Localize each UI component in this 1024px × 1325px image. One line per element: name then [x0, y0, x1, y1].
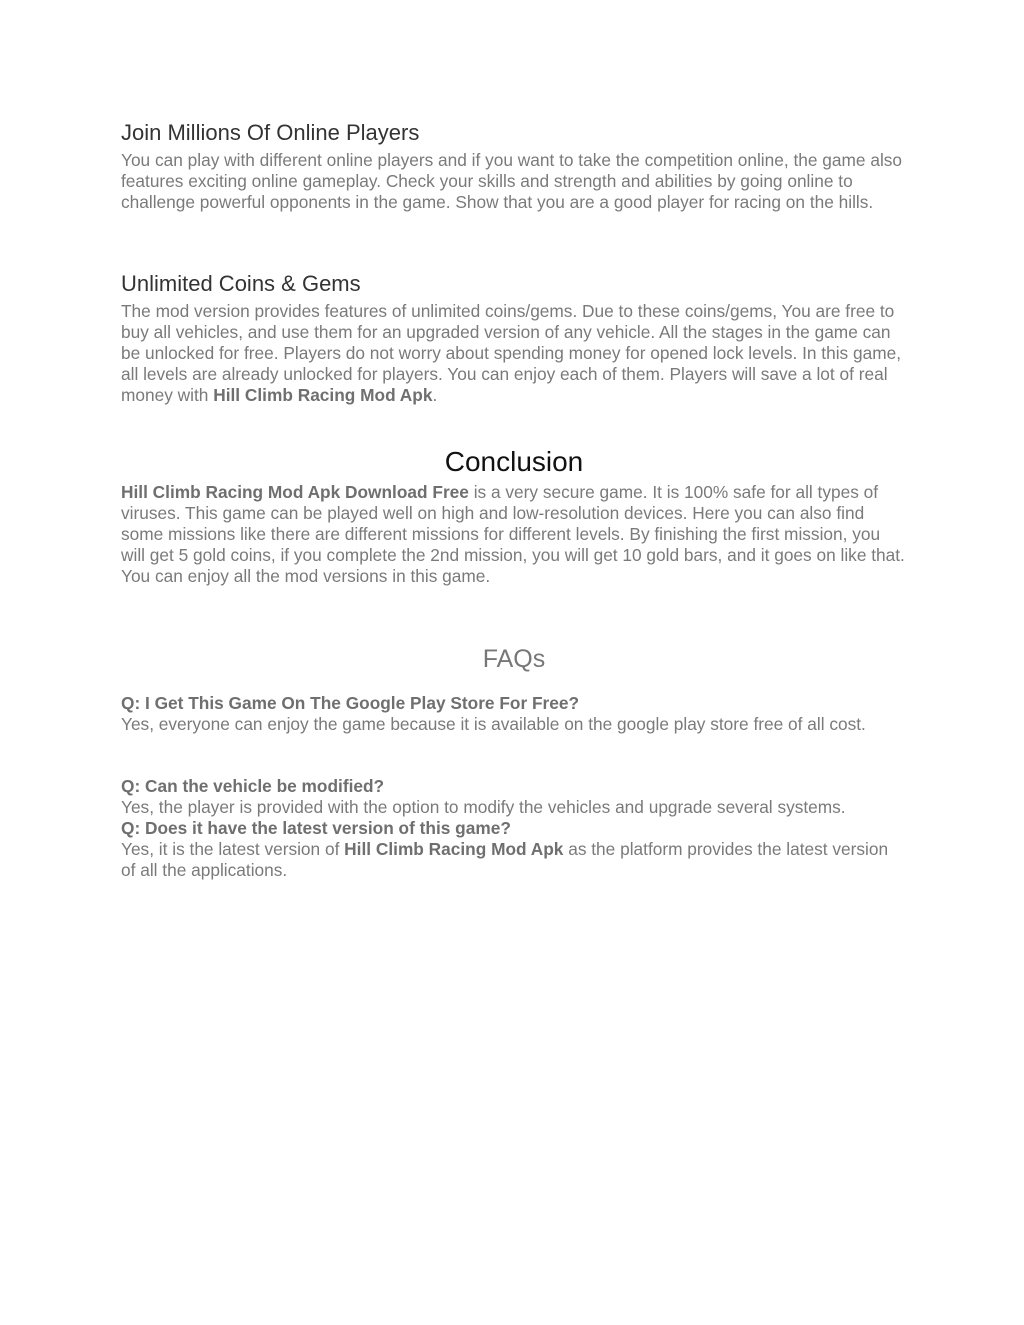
faq-answer-text-end: as the platform provides the latest version of all the applications. — [121, 839, 889, 880]
conclusion-paragraph — [121, 482, 907, 587]
faq-item — [121, 818, 907, 881]
paragraph-text: The mod version provides features of unlimited coins/gems. Due to these coins/gems, You are free to buy all vehicles, and use them for an upgraded version of any vehicle. All the stages in the game can be unlocked for free. Players do not worry about spending money for opened lock levels. In this game, all levels are already unlocked for players. You can enjoy each of them. Players will save a lot of real money with — [121, 301, 902, 405]
faq-answer — [121, 839, 907, 881]
faq-question: Q: Can the vehicle be modified? — [121, 776, 385, 796]
section-online-players — [121, 118, 907, 213]
section-heading: Join Millions Of Online Players — [121, 120, 420, 145]
faq-question: Q: Does it have the latest version of this game? — [121, 818, 511, 838]
bold-lead-link: Hill Climb Racing Mod Apk Download Free — [121, 482, 469, 502]
conclusion-text: is a very secure game. It is 100% safe for all types of viruses. This game can be played well on high and low-resolution devices. Here you can also find some missions like there are different missions for different levels. By finishing the first mission, you will get 5 gold coins, if you complete the 2nd mission, you will get 10 gold bars, and it goes on like that. You can enjoy all the mod versions in this game. — [121, 482, 905, 586]
section-unlimited-coins — [121, 269, 907, 406]
faq-item — [121, 776, 907, 818]
faq-answer: Yes, everyone can enjoy the game because it is available on the google play store free of all cost. — [121, 714, 866, 734]
faq-answer-text: Yes, it is the latest version of — [121, 839, 345, 859]
bold-app-name: Hill Climb Racing Mod Apk — [213, 385, 433, 405]
section-paragraph — [121, 301, 907, 406]
conclusion-title: Conclusion — [444, 446, 584, 477]
faq-answer: Yes, the player is provided with the option to modify the vehicles and upgrade several systems. — [121, 797, 846, 817]
section-paragraph: You can play with different online players and if you want to take the competition online, the game also features exciting online gameplay. Check your skills and strength and abilities by going online to challenge powerful opponents in the game. Show that you are a good player for racing on the hills. — [121, 150, 903, 212]
faq-item — [121, 693, 907, 735]
bold-app-name: Hill Climb Racing Mod Apk — [344, 839, 564, 859]
faqs-title: FAQs — [482, 645, 546, 673]
section-heading: Unlimited Coins & Gems — [121, 271, 361, 296]
document-page — [121, 118, 907, 881]
faq-question: Q: I Get This Game On The Google Play Store For Free? — [121, 693, 580, 713]
paragraph-text-end: . — [432, 385, 438, 405]
